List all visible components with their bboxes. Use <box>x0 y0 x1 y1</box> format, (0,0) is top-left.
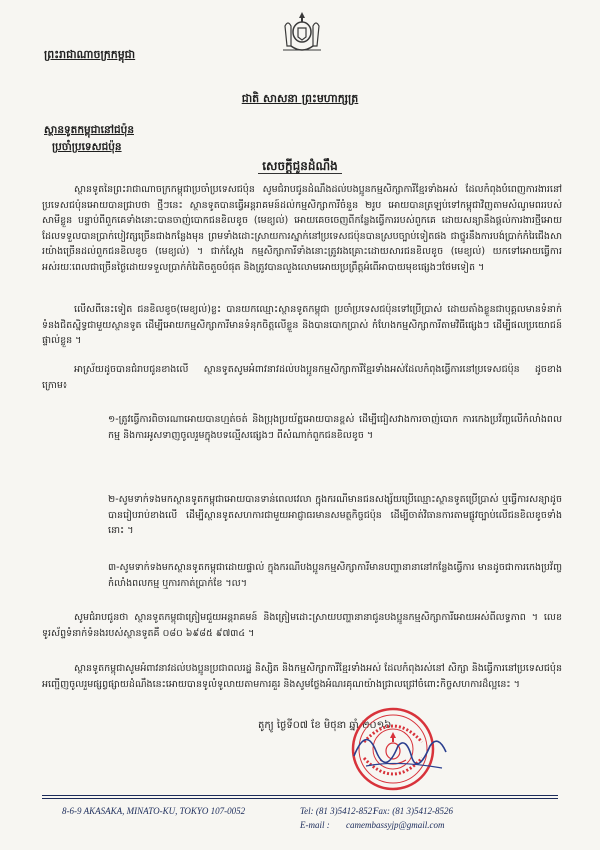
handwritten-signature <box>346 716 456 786</box>
date-line: តូក្យូ ថ្ងៃទី០៧ ខែ មិថុនា ឆ្នាំ ២០១៦ <box>258 720 392 731</box>
paragraph-1: ស្ថានទូតនៃព្រះរាជាណាចក្រកម្ពុជាប្រចាំប្រទេសជប៉ុន សូមជំរាបជូនដំណឹងដល់បងប្អូនកម្មសិក្សាការីខ្មែរទាំងអស់ ដែលកំពុងបំពេញការងារនៅប្រទេសជប៉ុនអោយបានជ្រាបថា ថ្មីៗនេះ ស្ថានទូតបានធ្វើអន្តរាគមន៍ដល់កម្មសិក្សាការីចំនួន ២រូប អោយបានត្រឡប់ទៅកម្ពុជាវិញតាមសំណូមពររបស់សាមីខ្លួន បន្ទាប់ពីពួកគេទាំងនោះបានចាញ់បោកជនខិលខូច (មេខ្យល់) អោយគេចចេញពីកន្លែងធ្វើការរបស់ពួកគេ ដោយសន្យានឹងផ្តល់ការងារថ្មីអោយ ដែលទទួលបានប្រាក់បៀវត្សច្រើនជាងកន្លែងមុន ព្រមទាំងដោះស្រាយការស្នាក់នៅប្រទេសជប៉ុនបានស្របច្បាប់ទៀតផង ជាថ្នូរនឹងការបង់ប្រាក់កំរៃជើងសារយ៉ាងច្រើនដល់ពួកជនខិលខូច (មេខ្យល់) ។ ជាក់ស្តែង កម្មសិក្សាការីទាំងនោះត្រូវរងគ្រោះដោយសារជនខិលខូច (មេខ្យល់) យកទៅអោយធ្វើការអស់រយៈពេលជាច្រើនថ្ងៃដោយទទួលប្រាក់កំរៃតិចតួចបំផុត និងត្រូវបានលួងលោមអោយប្រព្រឹត្តអំពើអាបាយមុខផ្សេងៗថែមទៀត ។ <box>42 184 562 273</box>
paragraph-2: លើសពីនេះទៀត ជនខិលខូច(មេខ្យល់)ខ្លះ បានយកឈ្មោះស្ថានទូតកម្ពុជា ប្រចាំប្រទេសជប៉ុនទៅប្រើប្រាស់ ដោយតាំងខ្លួនជាបុគ្គលមានទំនាក់ទំនងជិតស្និទ្ធជាមួយស្ថានទូត ដើម្បីអោយកម្មសិក្សាការីមានទំនុកចិត្តលើខ្លួន និងបានបោកប្រាស់ កំហែងកម្មសិក្សាការីតាមវិធីផ្សេងៗ ដើម្បីផលប្រយោជន៍ផ្ទាល់ខ្លួន ។ <box>42 304 562 346</box>
paragraph-3: អាស្រ័យដូចបានជំរាបជូនខាងលើ ស្ថានទូតសូមអំពាវនាវដល់បងប្អូនកម្មសិក្សាការីខ្មែរទាំងអស់ដែលកំពុងធ្វើការនៅប្រទេសជប៉ុន ដូចខាងក្រោម៖ <box>42 364 562 391</box>
footer-email-link[interactable]: camembassyjp@gmail.com <box>346 820 445 830</box>
footer-divider-top <box>42 795 558 796</box>
document-title <box>0 158 600 176</box>
footer-fax: Fax: (81 3)5412-8526 <box>373 806 453 816</box>
paragraph-4: សូមជំរាបជូនថា ស្ថានទូតកម្ពុជាត្រៀមជួយអន្តរាគមន៍ និងត្រៀមដោះស្រាយបញ្ហានានាជូនបងប្អូនកម្មសិក្សាការីអោយអស់ពីលទ្ធភាព ។ លេខទូរស័ព្ទទំនាក់ទំនងរបស់ស្ថានទូតគឺ ០៨០ ៦៩៨៥ ៩៧៣៤ ។ <box>42 612 562 639</box>
kingdom-org-heading: ព្រះរាជាណាចក្រកម្ពុជា <box>44 48 136 61</box>
paragraph-5: ស្ថានទូតកម្ពុជាសូមអំពាវនាវដល់បងប្អូនប្រជាពលរដ្ឋ និស្សិត និងកម្មសិក្សាការីខ្មែរទាំងអស់ ដែលកំពុងរស់នៅ សិក្សា និងធ្វើការនៅប្រទេសជប៉ុន អញ្ជើញចូលរួមផ្សព្វផ្សាយដំណឹងនេះអោយបានទូលំទូលាយតាមការគួរ និងសូមថ្លែងអំណរគុណយ៉ាងជ្រាលជ្រៅចំពោះកិច្ចសហការដ៏ល្អនេះ ។ <box>42 663 562 690</box>
royal-coat-of-arms-icon <box>279 10 325 56</box>
national-motto: ជាតិ សាសនា ព្រះមហាក្សត្រ <box>241 92 359 105</box>
footer-telephone: Tel: (81 3)5412-8521 <box>300 806 377 816</box>
list-item-2: ២-សូមទាក់ទងមកស្ថានទូតកម្ពុជាអោយបានទាន់ពេលវេលា ក្នុងករណីមានជនសង្ស័យប្រើឈ្មោះស្ថានទូតប្រើប្រាស់ ឬធ្វើការសន្យាដូចបានរៀបរាប់ខាងលើ ដើម្បីស្ថានទូតសហការជាមួយអាជ្ញាធរមានសមត្ថកិច្ចជប៉ុន ដើម្បីចាត់វិធានការតាមផ្លូវច្បាប់លើជនខិលខូចទាំងនោះ ។ <box>108 494 562 536</box>
document-title-text: សេចក្តីជូនដំណឹង <box>258 159 342 174</box>
list-item-1: ១-ត្រូវធ្វើការពិចារណាអោយបានហ្មត់ចត់ និងប្រុងប្រយ័ត្នអោយបានខ្ពស់ ដើម្បីជៀសវាងការចាញ់បោក ការកេងប្រវ័ញ្ចលើកំលាំងពលកម្ម និងការអូសទាញចូលរួមក្នុងបទល្មើសផ្សេងៗ ពីសំណាក់ពួកជនខិលខូច ។ <box>108 414 562 441</box>
list-item-3: ៣-សូមទាក់ទងមកស្ថានទូតកម្ពុជាដោយផ្ទាល់ ក្នុងករណីបងប្អូនកម្មសិក្សាការីមានបញ្ហានានានៅកន្លែងធ្វើការ មានដូចជាការកេងប្រវ័ញ្ចកំលាំងពលកម្ម ឬការកាត់ប្រាក់ខែ ។ល។ <box>108 562 562 589</box>
embassy-country: ប្រចាំប្រទេសជប៉ុន <box>52 141 122 153</box>
embassy-name: ស្ថានទូតកម្ពុជានៅជប៉ុន <box>44 124 134 136</box>
footer-email-label: E-mail : <box>300 820 330 830</box>
footer-divider-bottom <box>42 798 558 799</box>
footer-address: 8-6-9 AKASAKA, MINATO-KU, TOKYO 107-0052 <box>62 806 246 816</box>
